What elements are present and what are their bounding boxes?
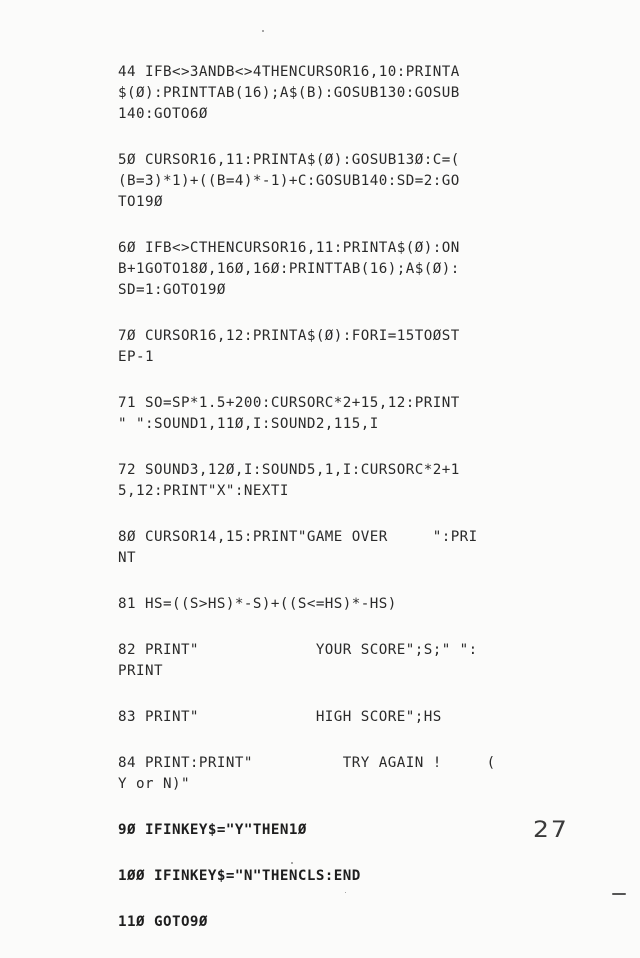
- code-line: " ":SOUND1,11Ø,I:SOUND2,115,I: [118, 416, 379, 432]
- code-line: 7Ø CURSOR16,12:PRINTA$(Ø):FORI=15TOØST: [118, 328, 460, 344]
- program-line-90: [118, 820, 568, 841]
- program-line-72: [118, 460, 568, 502]
- code-line: 71 SO=SP*1.5+200:CURSORC*2+15,12:PRINT: [118, 395, 460, 411]
- code-line: 84 PRINT:PRINT" TRY AGAIN ! (: [118, 755, 496, 771]
- code-line: Y or N)": [118, 776, 190, 792]
- program-line-44: [118, 62, 568, 125]
- code-line: 6Ø IFB<>CTHENCURSOR16,11:PRINTA$(Ø):ON: [118, 240, 460, 256]
- code-line: 9Ø IFINKEY$="Y"THEN1Ø: [118, 822, 307, 838]
- code-line: 140:GOTO6Ø: [118, 106, 208, 122]
- code-line: 8Ø CURSOR14,15:PRINT"GAME OVER ":PRI: [118, 529, 478, 545]
- program-line-70: [118, 326, 568, 368]
- code-line: EP-1: [118, 349, 154, 365]
- code-line: 82 PRINT" YOUR SCORE";S;" ":: [118, 642, 478, 658]
- basic-program-listing: [118, 62, 568, 958]
- code-line: (B=3)*1)+((B=4)*-1)+C:GOSUB140:SD=2:GO: [118, 173, 460, 189]
- program-line-83: [118, 707, 568, 728]
- program-line-50: [118, 150, 568, 213]
- paper-speck: [612, 893, 626, 895]
- program-line-100: [118, 866, 568, 887]
- code-line: NT: [118, 550, 136, 566]
- code-line: 5,12:PRINT"X":NEXTI: [118, 483, 289, 499]
- code-line: 1ØØ IFINKEY$="N"THENCLS:END: [118, 868, 361, 884]
- code-line: $(Ø):PRINTTAB(16);A$(B):GOSUB130:GOSUB: [118, 85, 460, 101]
- paper-speck: [262, 30, 264, 32]
- paper-speck: [345, 892, 346, 893]
- code-line: 11Ø GOTO9Ø: [118, 914, 208, 930]
- page-number: 27: [533, 816, 569, 843]
- code-line: 72 SOUND3,12Ø,I:SOUND5,1,I:CURSORC*2+1: [118, 462, 460, 478]
- code-line: 83 PRINT" HIGH SCORE";HS: [118, 709, 442, 725]
- code-line: 44 IFB<>3ANDB<>4THENCURSOR16,10:PRINTA: [118, 64, 460, 80]
- code-line: SD=1:GOTO19Ø: [118, 282, 226, 298]
- program-line-82: [118, 640, 568, 682]
- program-line-81: [118, 594, 568, 615]
- code-line: TO19Ø: [118, 194, 163, 210]
- program-line-80: [118, 527, 568, 569]
- program-line-60: [118, 238, 568, 301]
- program-line-110: [118, 912, 568, 933]
- program-line-84: [118, 753, 568, 795]
- code-line: B+1GOTO18Ø,16Ø,16Ø:PRINTTAB(16);A$(Ø):: [118, 261, 460, 277]
- paper-speck: [291, 862, 293, 864]
- code-line: PRINT: [118, 663, 163, 679]
- code-line: 81 HS=((S>HS)*-S)+((S<=HS)*-HS): [118, 596, 397, 612]
- code-line: 5Ø CURSOR16,11:PRINTA$(Ø):GOSUB13Ø:C=(: [118, 152, 460, 168]
- program-line-71: [118, 393, 568, 435]
